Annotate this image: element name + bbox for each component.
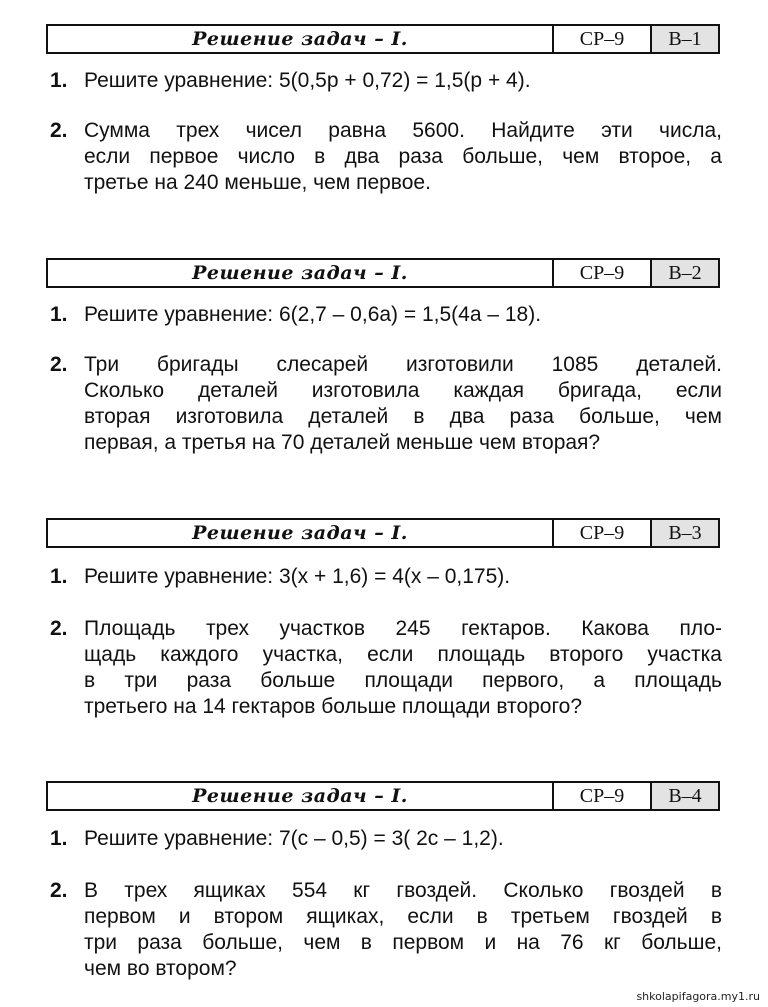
task-text: Решите уравнение: 5(0,5p + 0,72) = 1,5(p + 4). bbox=[84, 69, 531, 92]
task-text-line: чем во втором? bbox=[84, 957, 237, 980]
watermark-url: shkolapifagora.my1.ru bbox=[636, 990, 760, 1003]
task-number: 1. bbox=[50, 303, 68, 326]
task-text-line: щадь каждого участка, если площадь второго участка bbox=[84, 643, 722, 666]
header-variant: В–3 bbox=[652, 520, 718, 546]
task-text: Решите уравнение: 6(2,7 – 0,6a) = 1,5(4a – 18). bbox=[84, 303, 542, 326]
variant-header bbox=[46, 258, 720, 288]
task-text-line: В трех ящиках 554 кг гвоздей. Сколько гвоздей в bbox=[84, 879, 722, 902]
task-number: 1. bbox=[50, 69, 68, 92]
task-text: Решите уравнение: 3(x + 1,6) = 4(x – 0,175). bbox=[84, 565, 511, 588]
task-text-line: третьего на 14 гектаров больше площади второго? bbox=[84, 695, 583, 718]
variant-header bbox=[46, 781, 720, 811]
task-text-line: Сколько деталей изготовила каждая бригада, если bbox=[84, 379, 722, 402]
header-title: Решение задач – I. bbox=[48, 520, 554, 546]
task-text-line: Площадь трех участков 245 гектаров. Какова пло- bbox=[84, 617, 722, 640]
header-title: Решение задач – I. bbox=[48, 26, 554, 52]
task-number: 1. bbox=[50, 565, 68, 588]
task-text-line: вторая изготовила деталей в два раза больше, чем bbox=[84, 405, 722, 428]
header-title: Решение задач – I. bbox=[48, 260, 554, 286]
variant-header bbox=[46, 24, 720, 54]
header-code: СР–9 bbox=[554, 520, 652, 546]
task-text-line: если первое число в два раза больше, чем второе, а bbox=[84, 145, 722, 168]
task-number: 2. bbox=[50, 879, 68, 902]
header-title: Решение задач – I. bbox=[48, 783, 554, 809]
task-number: 2. bbox=[50, 617, 68, 640]
header-variant: В–2 bbox=[652, 260, 718, 286]
header-variant: В–1 bbox=[652, 26, 718, 52]
task-text-line: первая, а третья на 70 деталей меньше чем вторая? bbox=[84, 431, 601, 454]
task-number: 2. bbox=[50, 119, 68, 142]
header-code: СР–9 bbox=[554, 260, 652, 286]
task-number: 2. bbox=[50, 353, 68, 376]
header-code: СР–9 bbox=[554, 26, 652, 52]
task-text-line: в три раза больше площади первого, а площадь bbox=[84, 669, 722, 692]
variant-header bbox=[46, 518, 720, 548]
header-variant: В–4 bbox=[652, 783, 718, 809]
task-number: 1. bbox=[50, 827, 68, 850]
task-text-line: три раза больше, чем в первом и на 76 кг больше, bbox=[84, 931, 722, 954]
task-text-line: первом и втором ящиках, если в третьем гвоздей в bbox=[84, 905, 722, 928]
task-text-line: Три бригады слесарей изготовили 1085 деталей. bbox=[84, 353, 722, 376]
task-text-line: Сумма трех чисел равна 5600. Найдите эти числа, bbox=[84, 119, 722, 142]
task-text-line: третье на 240 меньше, чем первое. bbox=[84, 171, 431, 194]
header-code: СР–9 bbox=[554, 783, 652, 809]
task-text: Решите уравнение: 7(c – 0,5) = 3( 2c – 1,2). bbox=[84, 827, 504, 850]
